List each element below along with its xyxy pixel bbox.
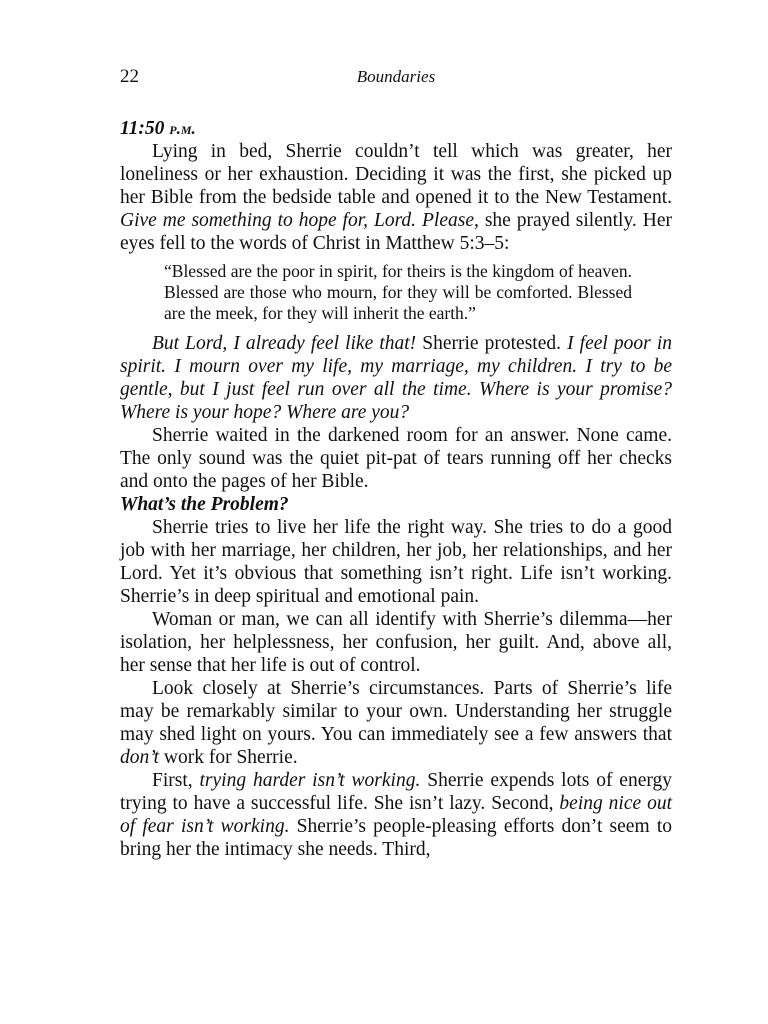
page-number: 22 [120,66,139,87]
text-run: Sherrie expends lots of energy trying to have a successful life. She isn’t lazy. Second, [120,770,673,814]
quote-text: “Blessed are the poor in spirit, for theirs is the kingdom of heaven. Blessed are those who mourn, for they will be comforted. Blessed are the meek, for they will inherit the earth.” [164,261,632,323]
paragraph-lying-in-bed [120,140,672,255]
text-run: Sherrie’s people-pleasing efforts don’t seem to bring her the intimacy she needs. Third, [120,816,672,860]
paragraph-protest [120,332,672,424]
paragraph-waited: Sherrie waited in the darkened room for an answer. None came. The only sound was the quiet pit-pat of tears running off her checks and onto the pages of her Bible. [120,425,672,492]
block-quote [164,261,632,324]
text-run: Lying in bed, Sherrie couldn’t tell which was greater, her loneliness or her exhaustion. Deciding it was the first, she picked up her Bible from the bedside table and opened it to the New Testament. [120,141,672,208]
italic-run: trying harder isn’t working. [199,770,421,791]
paragraph-first-second [120,769,672,861]
time-heading [120,117,672,140]
text-run: work for Sherrie. [159,747,298,768]
italic-run: Give me something to hope for, Lord. Please, [120,210,479,231]
time-heading-suffix: p.m. [169,119,196,138]
page-body [120,117,672,861]
paragraph-woman-or-man: Woman or man, we can all identify with Sherrie’s dilemma—her isolation, her helplessness, her confusion, her guilt. And, above all, her sense that her life is out of control. [120,609,672,676]
text-run: she prayed silently. Her eyes fell to the words of Christ in Matthew 5:3–5: [120,210,672,254]
paragraph-look-closely [120,677,672,769]
text-run: First, [152,770,200,791]
italic-run: don’t [120,747,159,768]
running-title: Boundaries [356,67,436,86]
italic-run: But Lord, I already feel like that! [152,333,417,354]
page-header [120,66,672,90]
section-heading-problem: What’s the Problem? [120,494,289,515]
italic-run: I feel poor in spirit. I mourn over my life, my marriage, my children. I try to be gentle, but I just feel run over all the time. Where is your promise? Where is your hope? Where are you? [120,333,673,423]
text-run: Look closely at Sherrie’s circumstances. Parts of Sherrie’s life may be remarkably similar to your own. Understanding her struggle may shed light on yours. You can immediately see a few answers that [120,678,672,745]
italic-run: being nice out of fear isn’t working. [120,793,672,837]
text-run: Sherrie protested. [416,333,568,354]
time-heading-time: 11:50 [120,118,170,139]
paragraph-tries-to-live: Sherrie tries to live her life the right way. She tries to do a good job with her marriage, her children, her job, her relationships, and her Lord. Yet it’s obvious that something isn’t right. Life isn’t working. Sherrie’s in deep spiritual and emotional pain. [120,517,672,607]
